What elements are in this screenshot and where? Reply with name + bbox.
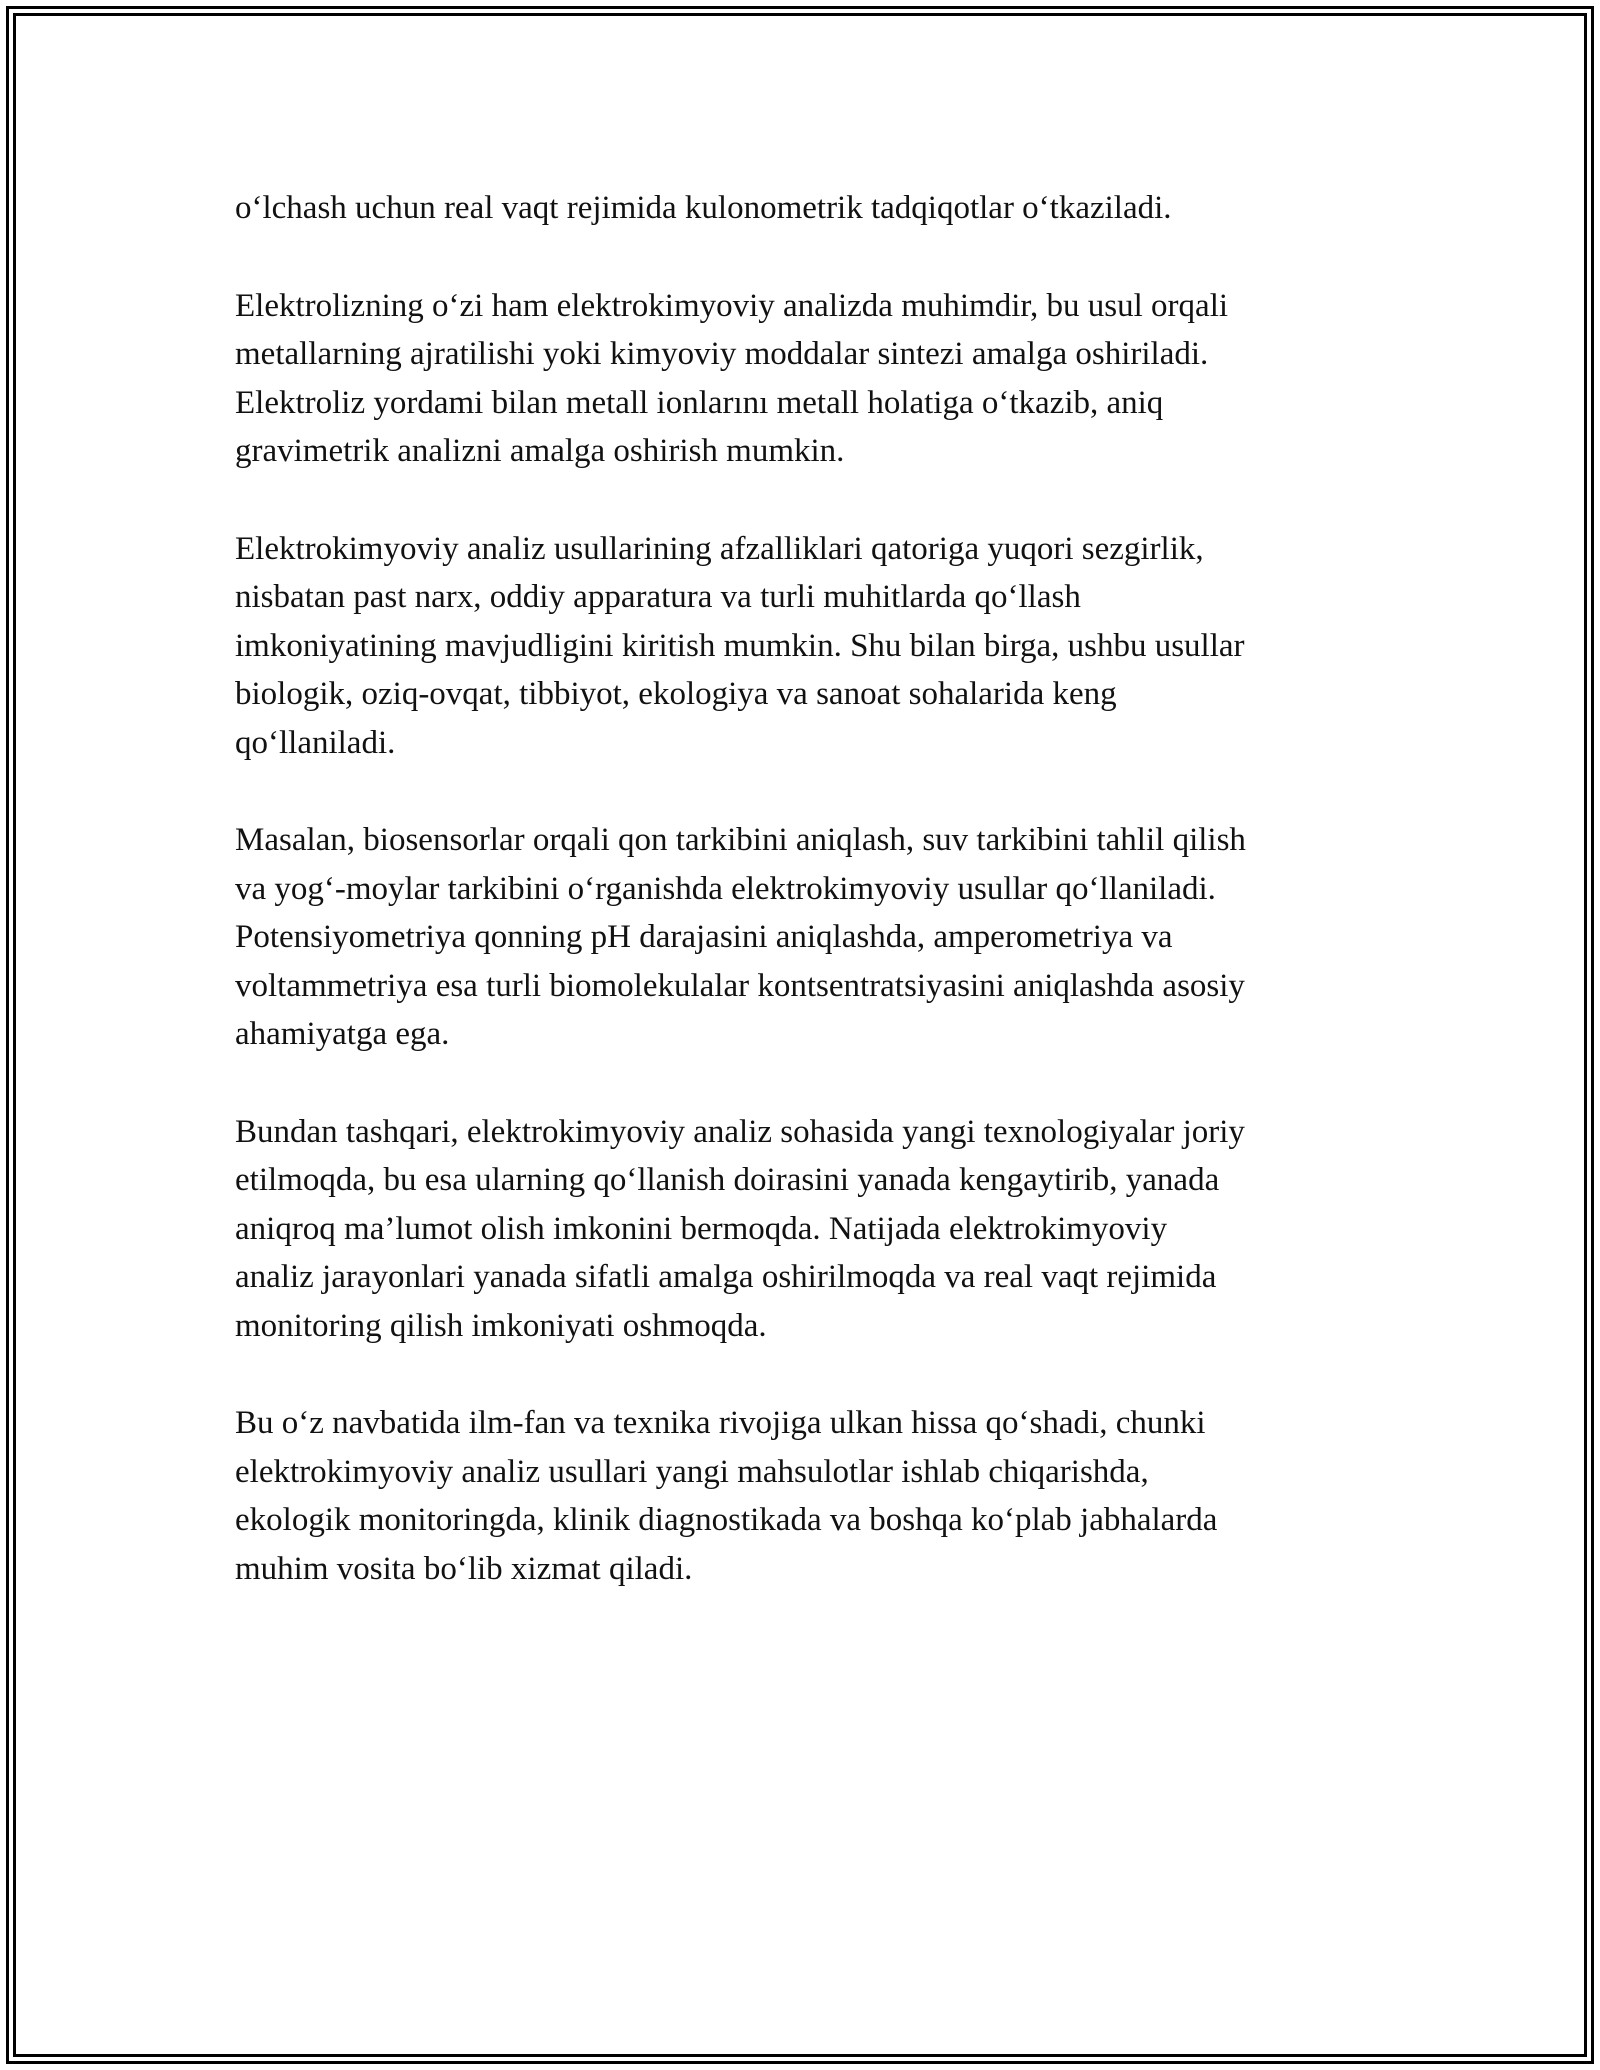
paragraph-4: Masalan, biosensorlar orqali qon tarkibini aniqlash, suv tarkibini tahlil qilish va yog‘-moylar tarkibini o‘rganishda elektrokimyoviy usullar qo‘llaniladi. Potensiyometriya qonning pH darajasini aniqlashda, amperometriya va voltammetriya esa turli biomolekulalar kontsentratsiyasini aniqlashda asosiy ahamiyatga ega. bbox=[235, 822, 1246, 1052]
page-body bbox=[235, 184, 1375, 1642]
paragraph-5: Bundan tashqari, elektrokimyoviy analiz sohasida yangi texnologiyalar joriy etilmoqda, bu esa ularning qo‘llanish doirasini yanada kengaytirib, yanada aniqroq ma’lumot olish imkonini bermoqda. Natijada elektrokimyoviy analiz jarayonlari yanada sifatli amalga oshirilmoqda va real vaqt rejimida monitoring qilish imkoniyati oshmoqda. bbox=[235, 1113, 1245, 1344]
paragraph-6: Bu o‘z navbatida ilm-fan va texnika rivojiga ulkan hissa qo‘shadi, chunki elektrokimyoviy analiz usullari yangi mahsulotlar ishlab chiqarishda, ekologik monitoringda, klinik diagnostikada va boshqa ko‘plab jabhalarda muhim vosita bo‘lib xizmat qiladi. bbox=[235, 1405, 1218, 1587]
paragraph-1: o‘lchash uchun real vaqt rejimida kulonometrik tadqiqotlar o‘tkaziladi. bbox=[235, 190, 1172, 226]
paragraph-3: Elektrokimyoviy analiz usullarining afzalliklari qatoriga yuqori sezgirlik, nisbatan past narx, oddiy apparatura va turli muhitlarda qo‘llash imkoniyatining mavjudligini kiritish mumkin. Shu bilan birga, ushbu usullar biologik, oziq-ovqat, tibbiyot, ekologiya va sanoat sohalarida keng qo‘llaniladi. bbox=[235, 530, 1245, 761]
paragraph-2: Elektrolizning o‘zi ham elektrokimyoviy analizda muhimdir, bu usul orqali metallarning ajratilishi yoki kimyoviy moddalar sintezi amalga oshiriladi. Elektroliz yordami bilan metall ionlarını metall holatiga o‘tkazib, aniq gravimetrik analizni amalga oshirish mumkin. bbox=[235, 287, 1229, 469]
